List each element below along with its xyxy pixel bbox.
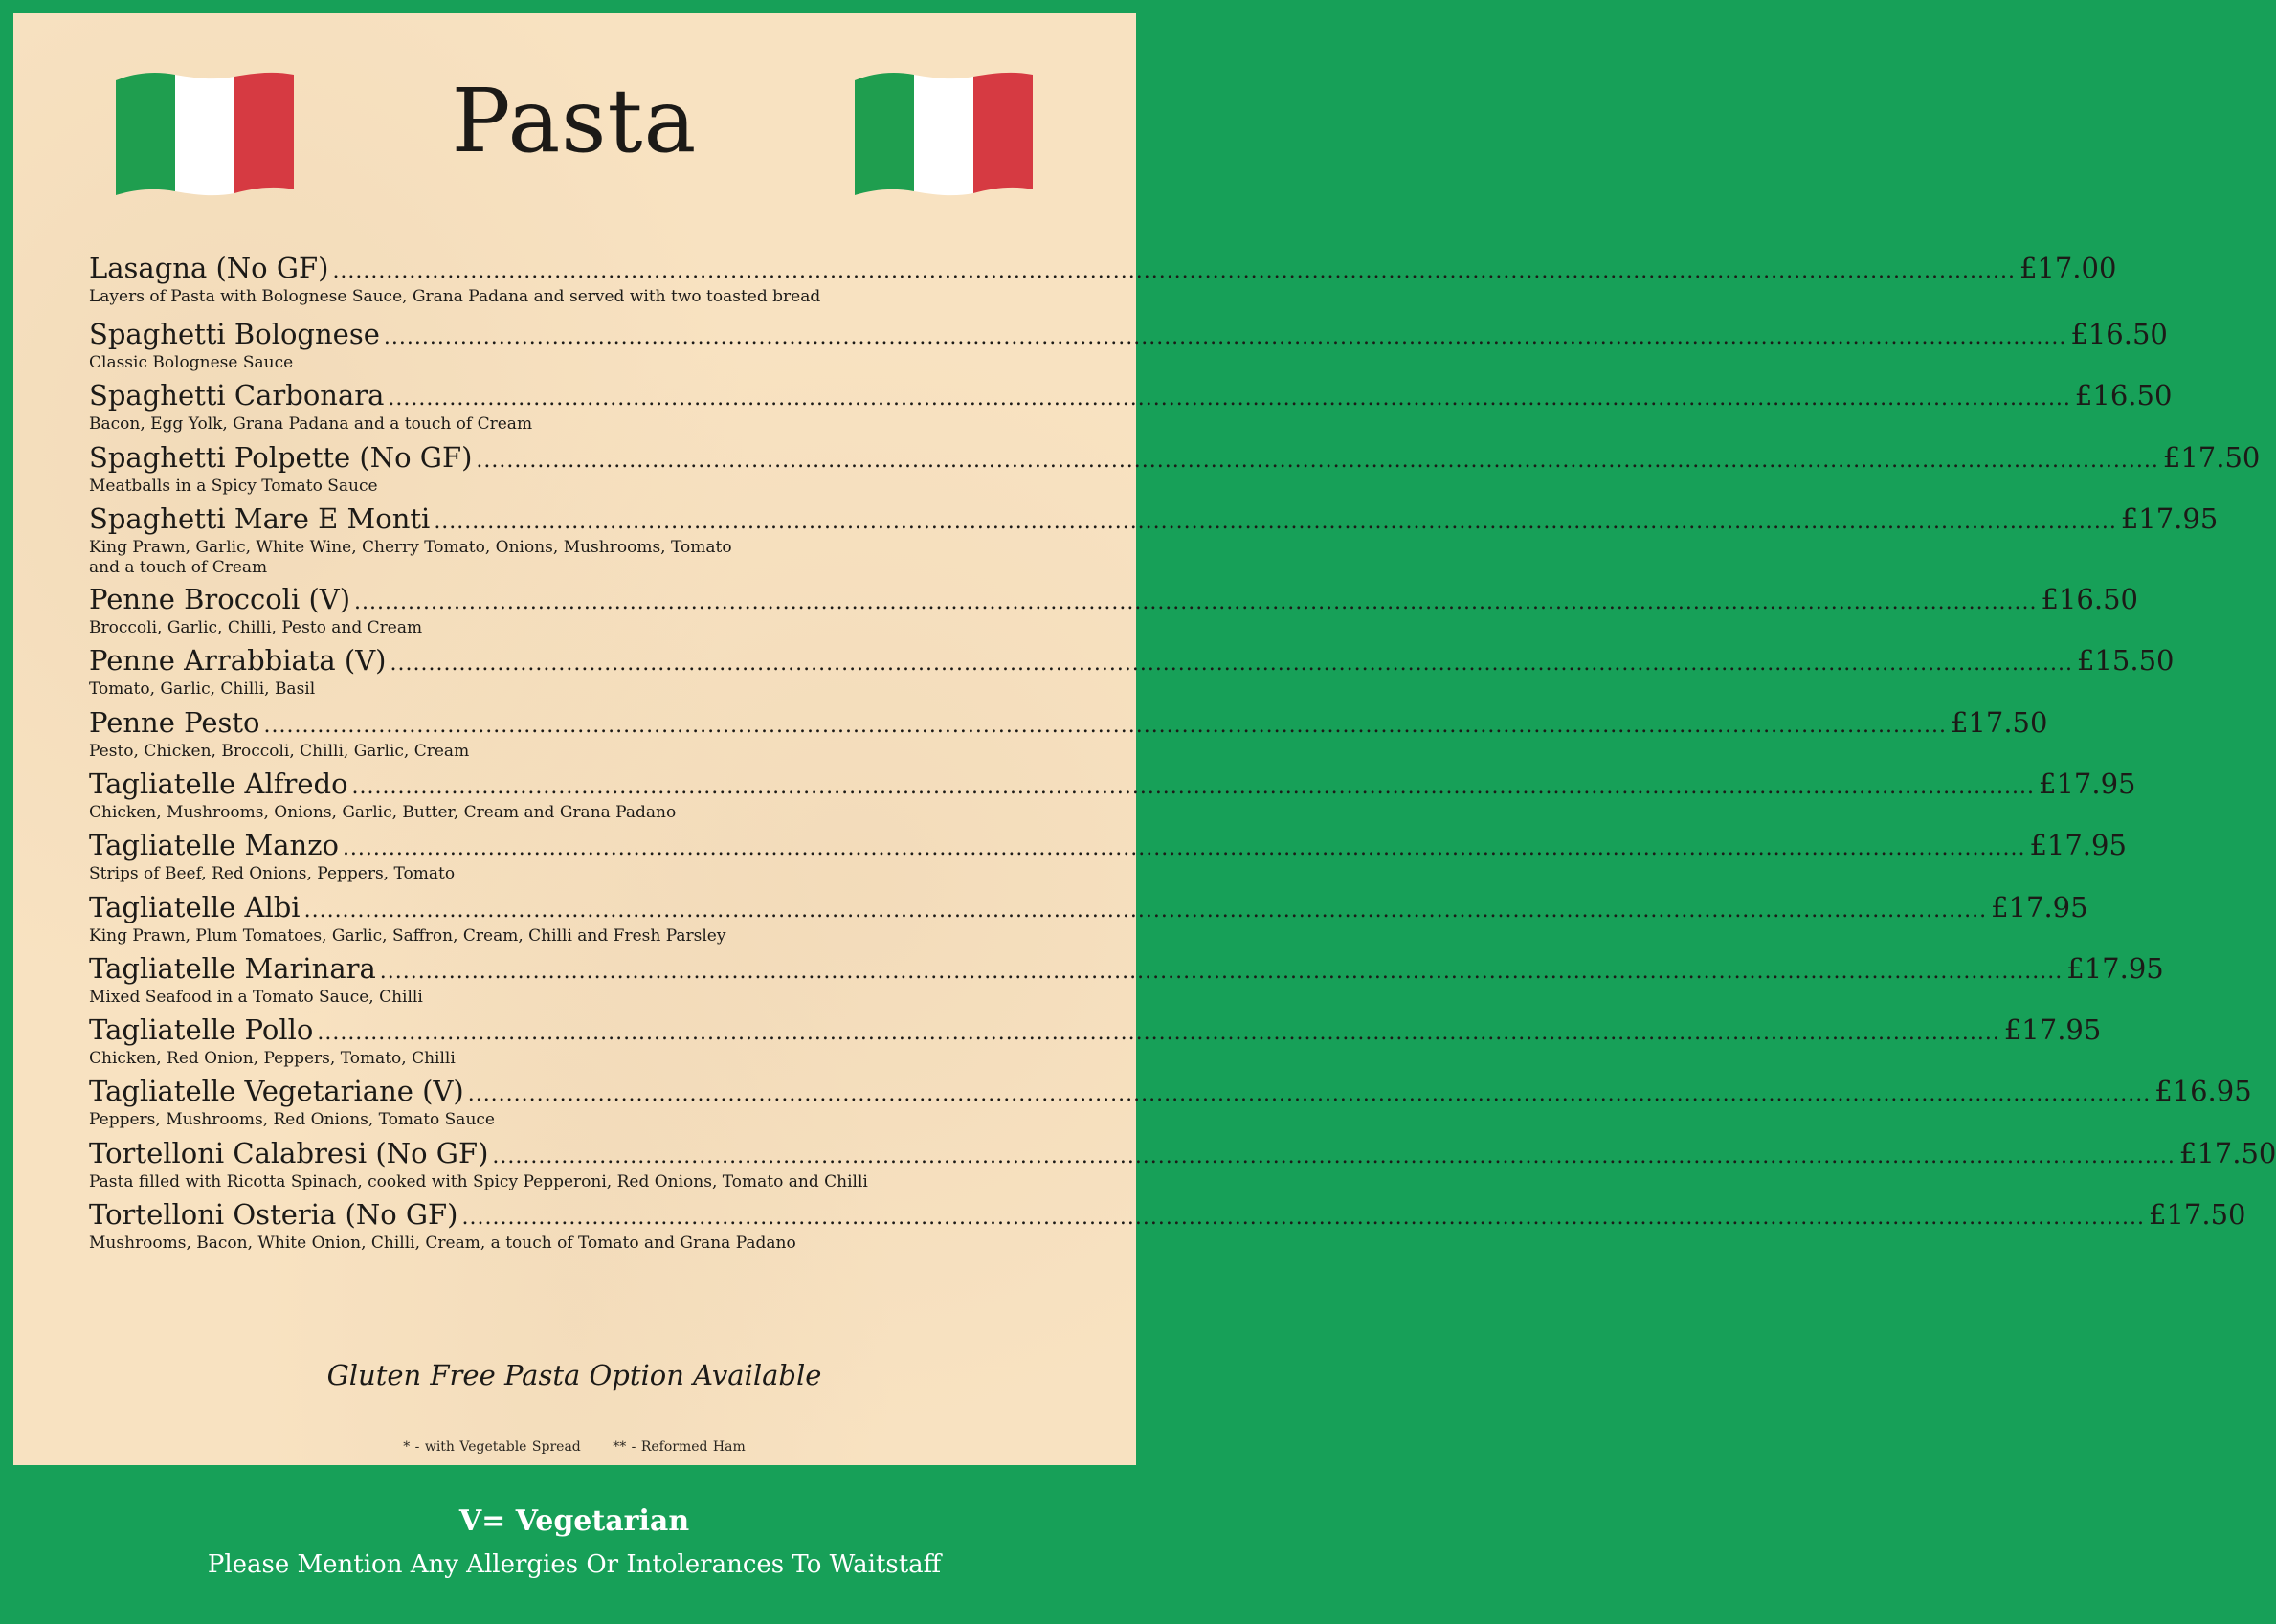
menu-item-price: £17.95 bbox=[2066, 952, 2164, 985]
menu-item bbox=[89, 1197, 2246, 1254]
menu-item-line bbox=[89, 951, 2164, 990]
dot-leader: ............................................................................................................................................................................................................................ bbox=[388, 387, 2071, 411]
menu-item bbox=[89, 440, 2261, 497]
menu-item-line bbox=[89, 1136, 2276, 1174]
menu-item-name: Penne Broccoli (V) bbox=[89, 583, 351, 615]
menu-item-description: Tomato, Garlic, Chilli, Basil bbox=[89, 679, 316, 699]
dot-leader: ............................................................................................................................................................................................................................ bbox=[263, 714, 1947, 738]
menu-item-name: Tagliatelle Albi bbox=[89, 891, 301, 923]
menu-item-name: Spaghetti Bolognese bbox=[89, 318, 380, 350]
menu-item-line bbox=[89, 705, 2048, 744]
menu-item bbox=[89, 378, 2173, 434]
menu-item bbox=[89, 890, 2088, 946]
menu-item bbox=[89, 1136, 2276, 1192]
footnote-spread: * - with Vegetable Spread bbox=[403, 1439, 581, 1455]
menu-item-price: £17.95 bbox=[2029, 829, 2127, 861]
menu-item-price: £16.50 bbox=[2074, 379, 2173, 412]
dot-leader: ............................................................................................................................................................................................................................ bbox=[492, 1145, 2176, 1168]
menu-item-description: Classic Bolognese Sauce bbox=[89, 353, 294, 372]
menu-item-name: Lasagna (No GF) bbox=[89, 252, 329, 284]
menu-item bbox=[89, 582, 2139, 638]
menu-item-price: £17.00 bbox=[2019, 252, 2117, 284]
menu-item bbox=[89, 317, 2168, 373]
menu-item bbox=[89, 828, 2127, 884]
menu-item-price: £17.95 bbox=[2003, 1013, 2102, 1046]
menu-item-line bbox=[89, 1074, 2252, 1112]
menu-item-description: Layers of Pasta with Bolognese Sauce, Grana Padana and served with two toasted bread bbox=[89, 287, 821, 306]
menu-item-name: Tortelloni Calabresi (No GF) bbox=[89, 1137, 489, 1169]
menu-item-price: £16.50 bbox=[2070, 318, 2168, 350]
footnotes bbox=[0, 1439, 1149, 1455]
menu-item-name: Spaghetti Polpette (No GF) bbox=[89, 441, 473, 474]
menu-item-line bbox=[89, 890, 2088, 928]
menu-item-name: Tagliatelle Pollo bbox=[89, 1013, 314, 1046]
menu-item-line bbox=[89, 378, 2173, 416]
menu-item-line bbox=[89, 251, 2117, 289]
vegetarian-key: V= Vegetarian bbox=[458, 1504, 690, 1538]
menu-item bbox=[89, 643, 2175, 700]
dot-leader: ............................................................................................................................................................................................................................ bbox=[379, 960, 2064, 984]
menu-item-name: Tortelloni Osteria (No GF) bbox=[89, 1198, 458, 1231]
menu-item-name: Tagliatelle Alfredo bbox=[89, 768, 348, 800]
menu-item-description: Strips of Beef, Red Onions, Peppers, Tomato bbox=[89, 864, 456, 883]
menu-item bbox=[89, 767, 2136, 823]
menu-item-description: Mixed Seafood in a Tomato Sauce, Chilli bbox=[89, 988, 423, 1007]
menu-item-price: £17.95 bbox=[2120, 502, 2219, 535]
dot-leader: ............................................................................................................................................................................................................................ bbox=[354, 590, 2038, 614]
menu-item-line bbox=[89, 1197, 2246, 1235]
gluten-free-note: Gluten Free Pasta Option Available bbox=[326, 1359, 822, 1391]
footnote-ham: ** - Reformed Ham bbox=[613, 1439, 746, 1455]
menu-item-line bbox=[89, 582, 2139, 620]
menu-item-description: Pasta filled with Ricotta Spinach, cooked with Spicy Pepperoni, Red Onions, Tomato and Chilli bbox=[89, 1172, 868, 1191]
allergy-notice: Please Mention Any Allergies Or Intolerances To Waitstaff bbox=[207, 1550, 942, 1579]
menu-item bbox=[89, 501, 2219, 578]
menu-item-line bbox=[89, 440, 2261, 478]
menu-item-description: Pesto, Chicken, Broccoli, Chilli, Garlic, Cream bbox=[89, 742, 470, 761]
dot-leader: ............................................................................................................................................................................................................................ bbox=[390, 652, 2073, 676]
menu-item-description: Broccoli, Garlic, Chilli, Pesto and Cream bbox=[89, 618, 423, 637]
menu-item-price: £17.95 bbox=[2039, 768, 2136, 800]
menu-item-price: £17.95 bbox=[1991, 891, 2088, 923]
dot-leader: ............................................................................................................................................................................................................................ bbox=[303, 899, 1988, 923]
dot-leader: ............................................................................................................................................................................................................................ bbox=[351, 775, 2036, 799]
menu-item-line bbox=[89, 828, 2127, 866]
menu-item bbox=[89, 705, 2048, 762]
menu-item-line bbox=[89, 501, 2219, 540]
menu-item-description: Bacon, Egg Yolk, Grana Padana and a touch of Cream bbox=[89, 414, 533, 434]
menu-item-description: King Prawn, Garlic, White Wine, Cherry Tomato, Onions, Mushrooms, Tomato and a touch of Cream bbox=[89, 538, 732, 577]
menu-item-price: £17.50 bbox=[2149, 1198, 2246, 1231]
menu-item-name: Penne Pesto bbox=[89, 706, 260, 739]
menu-item-description: Chicken, Mushrooms, Onions, Garlic, Butter, Cream and Grana Padano bbox=[89, 803, 677, 822]
menu-item-price: £16.95 bbox=[2154, 1075, 2252, 1107]
dot-leader: ............................................................................................................................................................................................................................ bbox=[467, 1082, 2152, 1106]
menu-item-description: King Prawn, Plum Tomatoes, Garlic, Saffron, Cream, Chilli and Fresh Parsley bbox=[89, 926, 726, 945]
dot-leader: ............................................................................................................................................................................................................................ bbox=[434, 510, 2117, 534]
menu-item-name: Penne Arrabbiata (V) bbox=[89, 644, 387, 677]
menu-item-name: Spaghetti Mare E Monti bbox=[89, 502, 431, 535]
menu-item-line bbox=[89, 1012, 2102, 1051]
dot-leader: ............................................................................................................................................................................................................................ bbox=[332, 259, 2016, 283]
dot-leader: ............................................................................................................................................................................................................................ bbox=[476, 449, 2159, 473]
menu-item-name: Spaghetti Carbonara bbox=[89, 379, 385, 412]
menu-item-price: £15.50 bbox=[2077, 644, 2175, 677]
menu-item-line bbox=[89, 317, 2168, 355]
dot-leader: ............................................................................................................................................................................................................................ bbox=[461, 1206, 2145, 1230]
menu-item-line bbox=[89, 767, 2136, 805]
menu-item-name: Tagliatelle Manzo bbox=[89, 829, 339, 861]
menu-item-price: £17.50 bbox=[2162, 441, 2261, 474]
menu-item-description: Chicken, Red Onion, Peppers, Tomato, Chilli bbox=[89, 1049, 456, 1068]
menu-item-price: £17.50 bbox=[2178, 1137, 2276, 1169]
menu-item-line bbox=[89, 643, 2175, 681]
menu-item bbox=[89, 1074, 2252, 1130]
menu-item bbox=[89, 1012, 2102, 1069]
dot-leader: ............................................................................................................................................................................................................................ bbox=[317, 1021, 2000, 1045]
menu-item bbox=[89, 951, 2164, 1008]
dot-leader: ............................................................................................................................................................................................................................ bbox=[383, 325, 2067, 349]
menu-item-price: £17.50 bbox=[1950, 706, 2048, 739]
menu-item-name: Tagliatelle Marinara bbox=[89, 952, 376, 985]
menu-item-description: Mushrooms, Bacon, White Onion, Chilli, Cream, a touch of Tomato and Grana Padano bbox=[89, 1234, 796, 1253]
menu-item bbox=[89, 251, 2117, 307]
page-title: Pasta bbox=[451, 70, 698, 172]
menu-item-description: Peppers, Mushrooms, Red Onions, Tomato Sauce bbox=[89, 1110, 495, 1129]
menu-item-price: £16.50 bbox=[2041, 583, 2139, 615]
dot-leader: ............................................................................................................................................................................................................................ bbox=[342, 836, 2026, 860]
menu-item-name: Tagliatelle Vegetariane (V) bbox=[89, 1075, 464, 1107]
menu-item-description: Meatballs in a Spicy Tomato Sauce bbox=[89, 477, 378, 496]
